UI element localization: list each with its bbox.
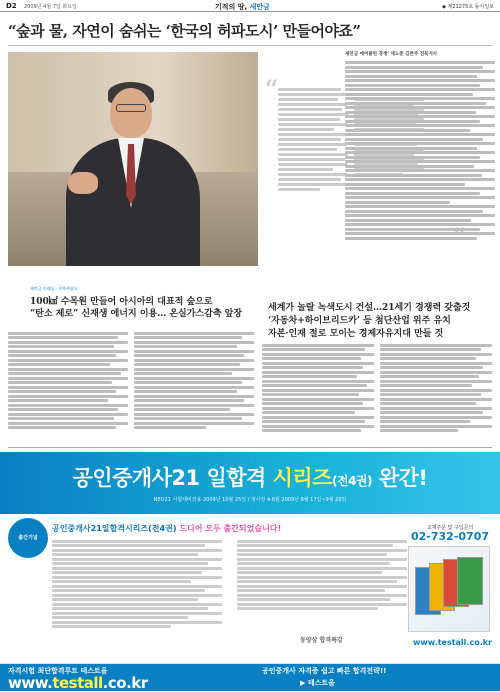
quote-open-icon: “ [264,74,279,107]
interview-photo [8,52,258,266]
body-column-1 [8,330,128,431]
ad-subtitle: NEO21 시험대비전용 2009년 10월 25일 / 정사장 4·6월 2009년 8월 17일~9월 20일 [153,497,347,503]
ad-site-link[interactable]: www.testall.co.kr [413,638,492,647]
page-number: D2 [6,2,17,10]
ad-phone-number[interactable]: 02-732-0707 [410,530,489,543]
section-title: 기적의 땅, 새만금 [215,3,270,11]
book-series-image [408,546,490,632]
ad-footer-tagline: 자격시험 최단합격루트 테스트올 [8,667,108,675]
sub-headline-line-1: 100㎢ 수목원 만들어 아시아의 대표적 숲으로 [30,297,213,307]
pull-quote-line-2: ‘자동차+하이브리드카’ 등 첨단산업 위주 유치 [268,316,451,326]
body-column-4 [380,342,492,434]
ad-phone-label: 교재주문 및 구입문의 [426,525,474,531]
body-column-2 [134,330,254,431]
ad-title: 공인중개사21 일합격 시리즈(전4권) 완간! [72,466,428,490]
right-upper-column [345,52,495,241]
page-header-strip [0,0,500,12]
right-column-title: 새만금 에어클린 경쟁’ 세노준 김완주 전북지사 [345,52,438,57]
main-headline: “숲과 물, 자연이 숨쉬는 ‘한국의 허파도시’ 만들어야죠” [8,16,492,46]
sub-headline-line-2: “탄소 제로” 신재생 에너지 이용… 온실가스감축 앞장 [30,309,243,319]
pull-quote-line-1: 세계가 놀랄 녹색도시 건설…21세기 경쟁력 갖출것 [268,303,471,313]
issue-date: 2009년 4월 7일 화요일 [24,4,77,10]
ad-divider [8,447,492,448]
pull-quote [268,302,488,341]
body-column-3 [262,342,374,434]
pull-quote-line-3: 자본·인재 절로 모이는 경제자유지대 만들 것 [268,329,444,339]
issue-info: ◆ 제21275호 동아일보 [442,4,494,10]
ad-text-columns [52,538,412,648]
intro-text-left [278,86,348,193]
ad-footer-right-text: 공인중개사 자격증 쉽고 빠른 합격전략!! [262,667,387,675]
sub-kicker: 새만금 미래를 · 전북핵심도 [30,286,78,291]
ad-banner [0,452,500,514]
ad-footer-url[interactable]: www.testall.co.kr [8,674,148,692]
ad-footer-button[interactable]: ▶ 테스트올 [300,679,335,687]
ad-footer [0,664,500,691]
ad-badge: 출간기념 [8,518,48,558]
ad-publisher: 동양삼 합격특강 [300,637,343,644]
advertisement[interactable] [0,452,500,691]
ad-headline: 공인중개사21일합격시리즈(전4권) 드디어 모두 출간되었습니다! [52,524,282,533]
sub-headline [30,296,250,320]
